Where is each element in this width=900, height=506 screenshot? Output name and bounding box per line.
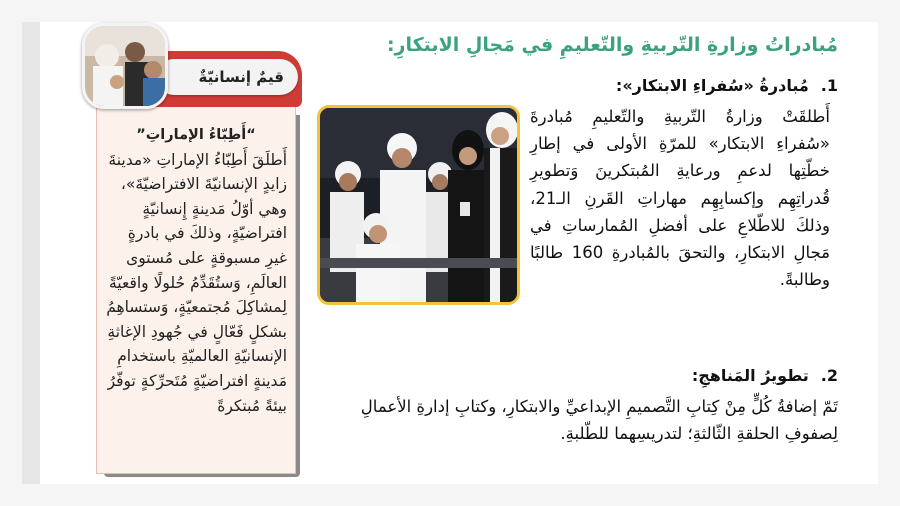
sidebar-paragraph: أَطلَقَ أَطِبّاءُ الإماراتِ «مدينةَ زايدٍ الإنسانيّةَ الافتراضيّةَ»، وهي أوّلُ مَدينةٍ إِنسانيّةٍ افتراضيّةٍ، وذلكَ في بادرةٍ غيرِ مسبوقةٍ على مُستوى العالَمِ، وَستُقَدِّمُ حُلولًا واقعيّةً لِمشاكِلَ مُجتمعيّةٍ، وَستساهِمُ بشكلٍ فَعّالٍ في جُهودِ الإغاثةِ الإنسانيّةِ العالميّةِ باستخدامِ مَدينةٍ افتراضيّةٍ مُتَحرِّكةٍ توفّرُ بيئةً مُبتكرةً [106, 150, 287, 415]
sidebar-header [94, 45, 305, 111]
sidebar-avatar-photo [82, 23, 168, 109]
page-title: مُبادراتُ وزارةِ التّربيةِ والتّعليمِ في مَجالِ الابتكارِ: [386, 34, 838, 56]
sidebar-text [105, 123, 287, 418]
section-2-line-2: لِصفوفِ الحلقةِ الثّالثةِ؛ لتدريسِهما للطّلبةِ. [560, 424, 838, 443]
left-margin-strip [22, 22, 40, 484]
sidebar-title: قيمٌ إنسانيّةٌ [198, 68, 284, 86]
section-2-number: 2. [820, 366, 838, 385]
section-2-line-1: تَمّ إضافةُ كُلٍّ مِنْ كِتابِ التَّصميمِ الإبداعيِّ والابتكارِ، وكتابِ إدارةِ الأعمالِ [360, 397, 838, 416]
section-2-heading [692, 366, 838, 385]
sidebar-body [96, 107, 296, 474]
section-2-body [318, 393, 838, 447]
section-1-number: 1. [820, 76, 838, 95]
sidebar-subtitle: “أَطِبّاءُ الإماراتِ” [136, 127, 256, 143]
section-1-body: أَطلقَتْ وزارةُ التّربيةِ والتّعليمِ مُبادرةَ «سُفراءِ الابتكار» للمرّةِ الأولى في إطارِ خطّتِها لدعمِ ورعايةِ المُبتكرينَ وَتطويرِ قُدراتِهِم وإكسابِهِم مهاراتِ القَرنِ الـ21، وذلكَ للاطّلاعِ على أفضلِ المُمارساتِ في مَجالِ الابتكارِ، والتحقَ بالمُبادرةِ 160 طالبًا وطالبةً. [530, 107, 830, 290]
section-1-heading-text: مُبادرةُ «سُفراءِ الابتكار»: [615, 76, 809, 95]
section-2-heading-text: تطويرُ المَناهجِ: [691, 366, 809, 385]
header-pill [156, 59, 298, 95]
sidebar-box [94, 45, 305, 477]
initiative-photo [317, 105, 520, 305]
section-1-heading [616, 76, 838, 95]
